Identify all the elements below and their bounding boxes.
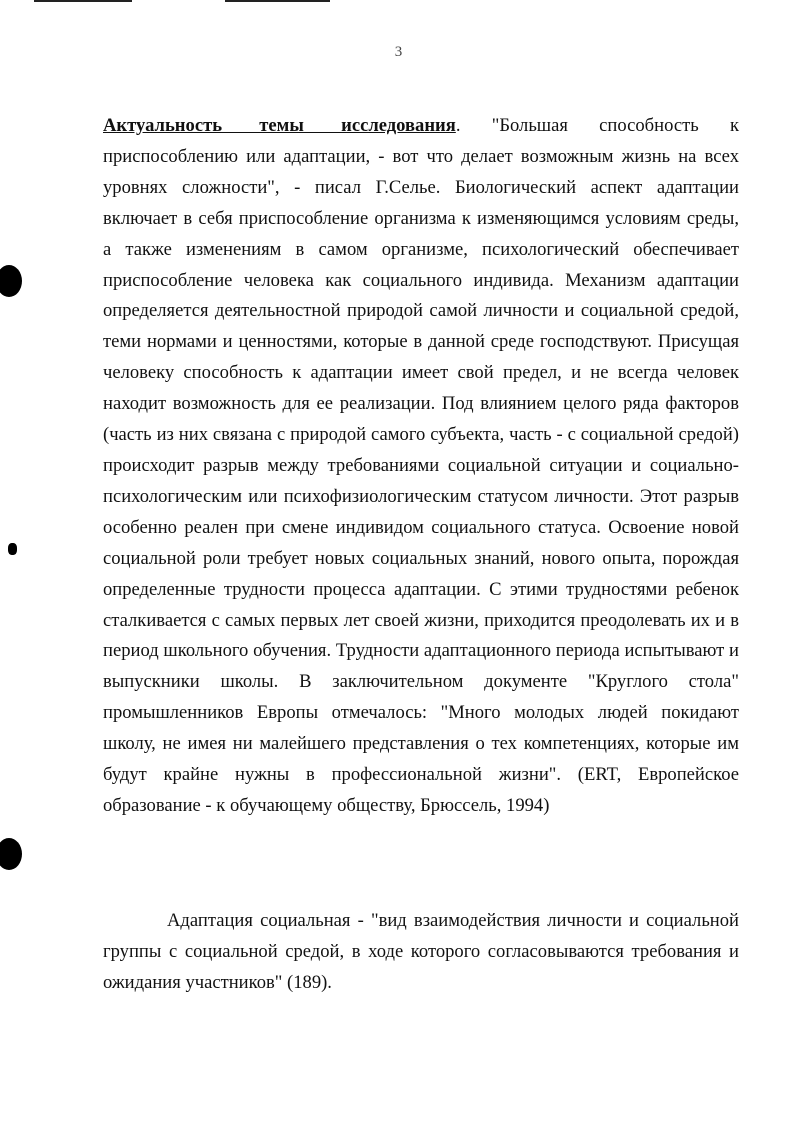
top-rule-left [34,0,132,2]
paragraph-actuality [103,111,739,822]
paragraph-actuality-body: . "Большая способность к приспособлению или адаптации, - вот что делает возможным жизнь на всех уровнях сложности", - писал Г.Селье. Биологический аспект адаптации включает в себя приспособление организма к изменяющимся условиям среды, а также изменениям в самом организме, психологический обеспечивает приспособление человека как социального индивида. Механизм адаптации определяется деятельностной природой самой личности и социальной средой, теми нормами и ценностями, которые в данной среде господствуют. Присущая человеку способность к адаптации имеет свой предел, и не всегда человек находит возможность для ее реализации. Под влиянием целого ряда факторов (часть из них связана с природой самого субъекта, часть - с социальной средой) происходит разрыв между требованиями социальной ситуации и социально-психологическим или психофизиологическим статусом личности. Этот разрыв особенно реален при смене индивидом социального статуса. Освоение новой социальной роли требует новых социальных знаний, нового опыта, порождая определенные трудности процесса адаптации. С этими трудностями ребенок сталкивается с самых первых лет своей жизни, приходится преодолевать их и в период школьного обучения. Трудности адаптационного периода испытывают и выпускники школы. В заключительном документе "Круглого стола" промышленников Европы отмечалось: "Много молодых людей покидают школу, не имея ни малейшего представления о тех компетенциях, которые им будут крайне нужны в профессиональной жизни". (ERT, Европейское образование - к обучающему обществу, Брюссель, 1994) [103,115,739,816]
margin-mark [8,543,17,555]
page-number: 3 [394,44,403,60]
paragraph-social-adaptation: Адаптация социальная - "вид взаимодействия личности и социальной группы с социальной средой, в ходе которого согласовываются требования и ожидания участников" (189). [103,910,739,993]
punch-hole-top [0,265,22,297]
punch-hole-bottom [0,838,22,870]
section-heading: Актуальность темы исследования [103,115,456,136]
top-rule-right [225,0,330,2]
